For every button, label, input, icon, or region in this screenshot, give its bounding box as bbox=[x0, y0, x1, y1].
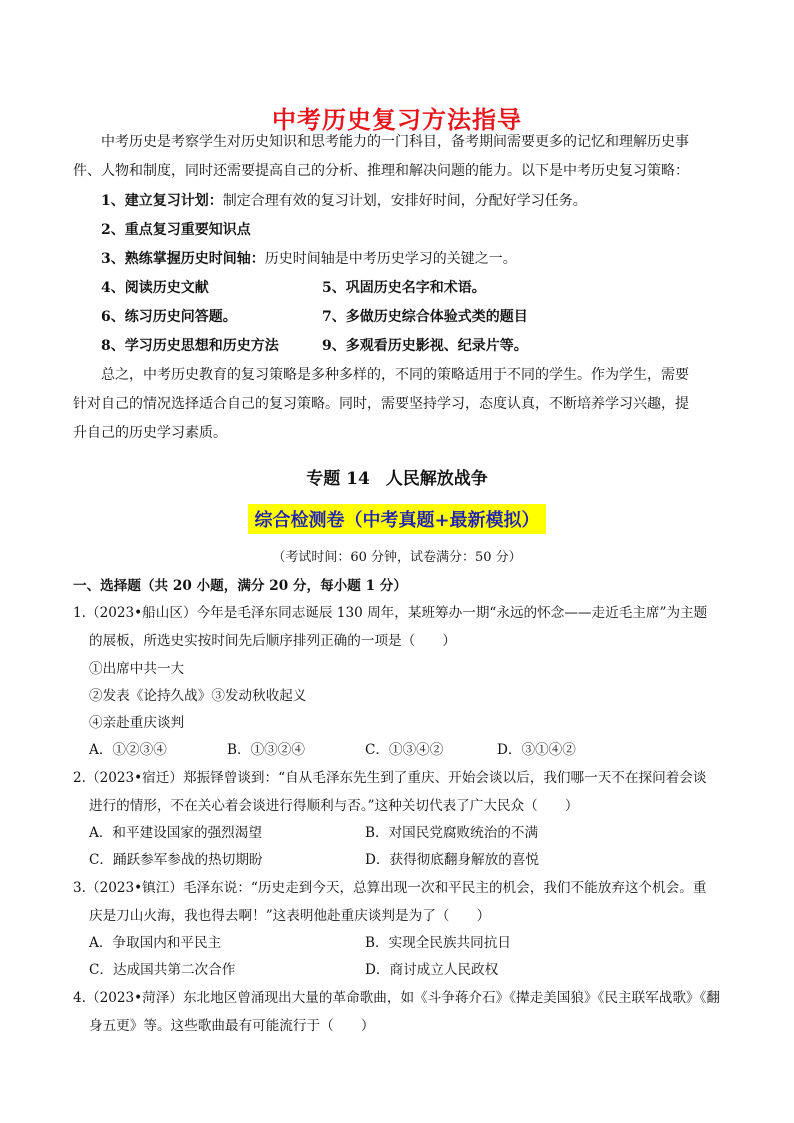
subject-number: 专题 14 bbox=[306, 469, 370, 489]
q1-line-1: 1.（2023•船山区）今年是毛泽东同志诞辰 130 周年，某班筹办一期“永远的怀念——走近毛主席”为主题 bbox=[73, 605, 708, 621]
q1-option-b: B．①③②④ bbox=[227, 742, 305, 758]
strategy-2-label: 2、重点复习重要知识点 bbox=[101, 222, 251, 238]
exam-time-note: （考试时间：60 分钟，试卷满分：50 分） bbox=[272, 550, 522, 565]
strategy-1-label: 1、建立复习计划： bbox=[101, 193, 223, 209]
summary-line-3: 升自己的历史学习素质。 bbox=[73, 425, 227, 441]
q4-line-2: 身五更》等。这些歌曲最有可能流行于（ ） bbox=[89, 1018, 375, 1034]
intro-line-2: 件、人物和制度，同时还需要提高自己的分析、推理和解决问题的能力。以下是中考历史复习策略： bbox=[73, 163, 689, 179]
q3-option-d: D．商讨成立人民政权 bbox=[365, 962, 499, 978]
q3-option-b: B．实现全民族共同抗日 bbox=[365, 935, 511, 951]
q2-option-a: A．和平建设国家的强烈渴望 bbox=[89, 825, 262, 841]
intro-line-1: 中考历史是考察学生对历史知识和思考能力的一门科目，备考期间需要更多的记忆和理解历史事 bbox=[101, 134, 689, 150]
q1-option-a: A．①②③④ bbox=[89, 742, 167, 758]
strategy-1 bbox=[101, 190, 587, 210]
q2-line-2: 进行的情形，不在关心着会谈进行得顺利与否。”这种关切代表了广大民众（ ） bbox=[89, 798, 579, 814]
q1-option-c: C．①③④② bbox=[365, 742, 444, 758]
q3-option-a: A．争取国内和平民主 bbox=[89, 935, 222, 951]
subject-name: 人民解放战争 bbox=[385, 469, 488, 489]
guide-title: 中考历史复习方法指导 bbox=[272, 106, 522, 134]
strategy-7: 7、多做历史综合体验式类的题目 bbox=[322, 309, 528, 325]
strategy-2 bbox=[101, 219, 251, 239]
q3-line-2: 庆是刀山火海，我也得去啊！”这表明他赴重庆谈判是为了（ ） bbox=[89, 908, 491, 924]
strategy-6: 6、练习历史问答题。 bbox=[101, 309, 237, 325]
q2-line-1: 2.（2023•宿迁）郑振铎曾谈到：“自从毛泽东先生到了重庆、开始会谈以后，我们哪一天不在探问着会谈 bbox=[73, 770, 707, 786]
q2-option-b: B．对国民党腐败统治的不满 bbox=[365, 825, 539, 841]
q2-option-d: D．获得彻底翻身解放的喜悦 bbox=[365, 852, 540, 868]
q1-item-1: ①出席中共一大 bbox=[89, 661, 185, 677]
q1-item-3: ④亲赴重庆谈判 bbox=[89, 715, 185, 731]
summary-line-1: 总之，中考历史教育的复习策略是多种多样的，不同的策略适用于不同的学生。作为学生，需要 bbox=[101, 367, 689, 383]
strategy-9: 9、多观看历史影视、纪录片等。 bbox=[322, 338, 528, 354]
strategy-4: 4、阅读历史文献 bbox=[101, 280, 209, 296]
strategy-5: 5、巩固历史名字和术语。 bbox=[322, 280, 486, 296]
subject-heading bbox=[0, 464, 794, 489]
q1-option-d: D．③①④② bbox=[497, 742, 576, 758]
strategy-1-text: 制定合理有效的复习计划，安排好时间，分配好学习任务。 bbox=[222, 193, 587, 209]
strategy-8: 8、学习历史思想和历史方法 bbox=[101, 338, 279, 354]
strategy-3-label: 3、熟练掌握历史时间轴： bbox=[101, 251, 265, 267]
q1-line-2: 的展板，所选史实按时间先后顺序排列正确的一项是（ ） bbox=[89, 633, 457, 649]
exam-banner-wrap bbox=[0, 504, 794, 534]
q3-line-1: 3.（2023•镇江）毛泽东说：“历史走到今天，总算出现一次和平民主的机会，我们不能放弃这个机会。重 bbox=[73, 880, 707, 896]
strategy-3 bbox=[101, 248, 517, 268]
q3-option-c: C．达成国共第二次合作 bbox=[89, 962, 236, 978]
q2-option-c: C．踊跃参军参战的热切期盼 bbox=[89, 852, 263, 868]
section-heading: 一、选择题（共 20 小题，满分 20 分，每小题 1 分） bbox=[73, 578, 407, 594]
strategy-3-text: 历史时间轴是中考历史学习的关键之一。 bbox=[264, 251, 517, 267]
q1-item-2: ②发表《论持久战》③发动秋收起义 bbox=[89, 688, 307, 704]
q4-line-1: 4.（2023•菏泽）东北地区曾涌现出大量的革命歌曲，如《斗争蒋介石》《撵走美国狼》《民主联军战歌》《翻 bbox=[73, 990, 720, 1006]
exam-banner: 综合检测卷（中考真题+最新模拟） bbox=[248, 504, 545, 534]
summary-line-2: 针对自己的情况选择适合自己的复习策略。同时，需要坚持学习，态度认真，不断培养学习兴趣，提 bbox=[73, 396, 689, 412]
